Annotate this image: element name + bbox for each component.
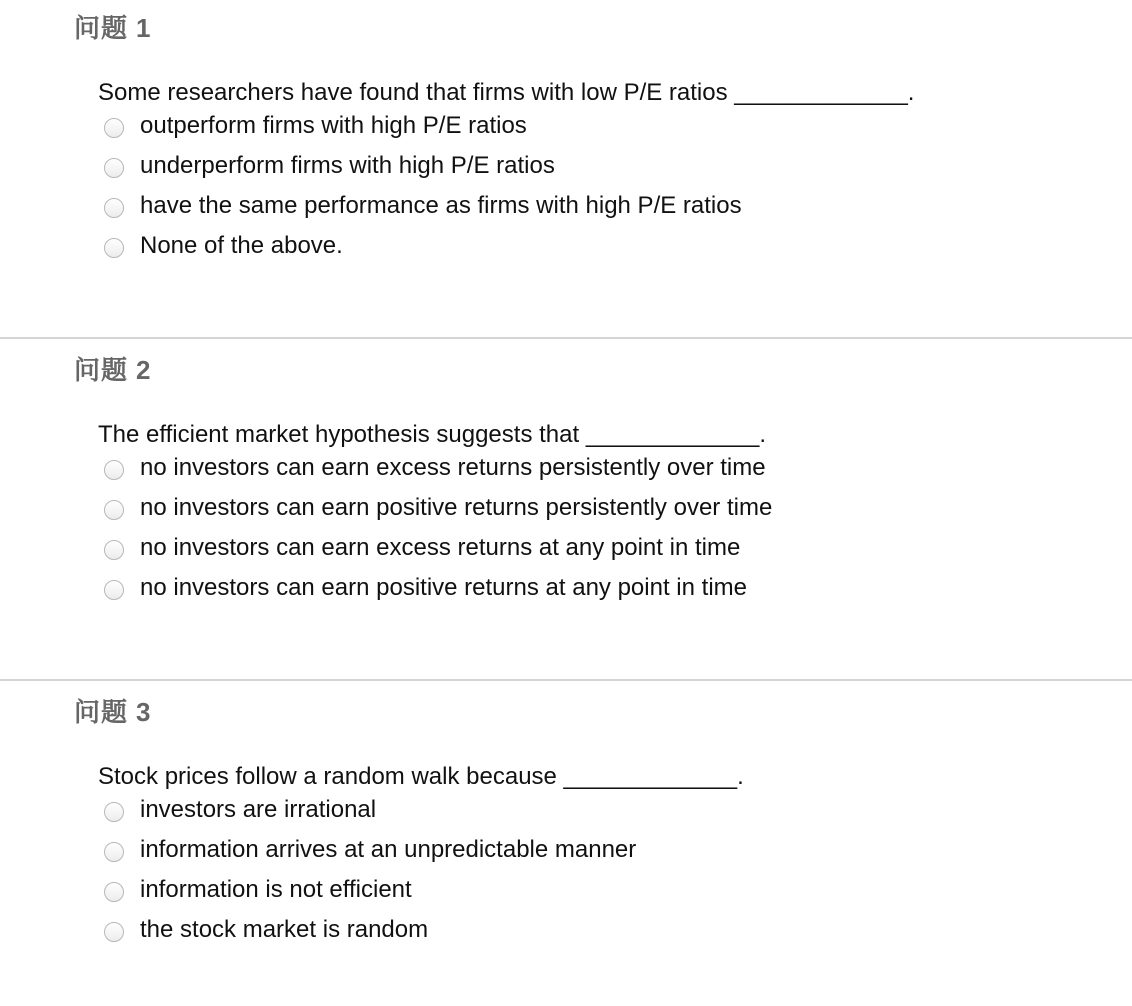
radio-button[interactable] <box>104 922 124 942</box>
question-text: Stock prices follow a random walk because _____________. <box>98 763 744 790</box>
answer-option[interactable] <box>104 870 636 910</box>
answer-option[interactable] <box>104 226 742 266</box>
radio-button[interactable] <box>104 842 124 862</box>
answer-option[interactable] <box>104 910 636 950</box>
answer-option[interactable] <box>104 186 742 226</box>
option-label: the stock market is random <box>140 916 429 943</box>
radio-button[interactable] <box>104 882 124 902</box>
question-title-prefix: 问题 <box>74 13 129 43</box>
question-title-prefix: 问题 <box>74 355 129 385</box>
answer-options <box>104 452 772 608</box>
answer-option[interactable] <box>104 146 742 186</box>
question-text: Some researchers have found that firms with low P/E ratios _____________. <box>98 79 915 106</box>
question-number: 3 <box>136 697 152 727</box>
radio-button[interactable] <box>104 118 124 138</box>
question-divider <box>0 679 1132 681</box>
radio-button[interactable] <box>104 158 124 178</box>
question-number: 2 <box>136 355 152 385</box>
option-label: no investors can earn excess returns persistently over time <box>140 454 766 481</box>
option-label: information is not efficient <box>140 876 412 903</box>
answer-option[interactable] <box>104 790 636 830</box>
option-label: investors are irrational <box>140 796 377 823</box>
answer-option[interactable] <box>104 830 636 870</box>
question-text: The efficient market hypothesis suggests that _____________. <box>98 421 767 448</box>
question-divider <box>0 337 1132 339</box>
option-label: no investors can earn positive returns persistently over time <box>140 494 773 521</box>
radio-button[interactable] <box>104 500 124 520</box>
question-title-prefix: 问题 <box>74 697 129 727</box>
answer-option[interactable] <box>104 106 742 146</box>
option-label: no investors can earn excess returns at any point in time <box>140 534 741 561</box>
answer-option[interactable] <box>104 488 772 528</box>
answer-options <box>104 110 742 266</box>
question-number: 1 <box>136 13 152 43</box>
option-label: no investors can earn positive returns at any point in time <box>140 574 747 601</box>
radio-button[interactable] <box>104 460 124 480</box>
radio-button[interactable] <box>104 540 124 560</box>
option-label: information arrives at an unpredictable manner <box>140 836 637 863</box>
question-title <box>74 12 151 44</box>
answer-options <box>104 794 636 950</box>
option-label: outperform firms with high P/E ratios <box>140 112 527 139</box>
option-label: underperform firms with high P/E ratios <box>140 152 555 179</box>
answer-option[interactable] <box>104 568 772 608</box>
radio-button[interactable] <box>104 580 124 600</box>
option-label: have the same performance as firms with high P/E ratios <box>140 192 742 219</box>
radio-button[interactable] <box>104 802 124 822</box>
option-label: None of the above. <box>140 232 343 259</box>
question-title <box>74 354 151 386</box>
question-title <box>74 696 151 728</box>
radio-button[interactable] <box>104 238 124 258</box>
radio-button[interactable] <box>104 198 124 218</box>
answer-option[interactable] <box>104 528 772 568</box>
answer-option[interactable] <box>104 448 772 488</box>
